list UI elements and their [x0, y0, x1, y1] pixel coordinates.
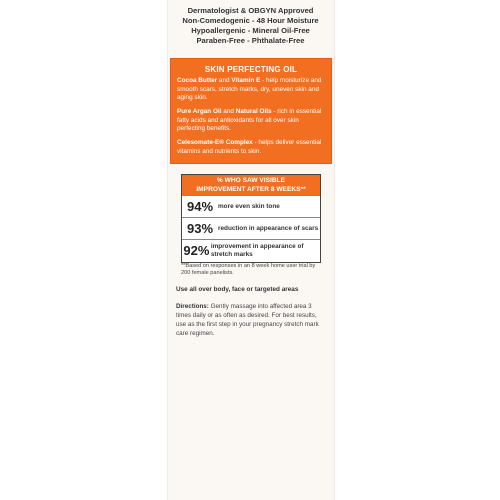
ingredient-name: Pure Argan Oil — [177, 108, 222, 115]
ingredient-joiner: and — [217, 77, 232, 84]
ingredient-name: Vitamin E — [231, 77, 261, 84]
results-row — [182, 239, 320, 261]
result-description: reduction in appearance of scars — [218, 224, 319, 232]
claims-block — [172, 6, 329, 46]
claim-line: Dermatologist & OBGYN Approved — [187, 6, 314, 15]
results-heading — [182, 175, 320, 195]
result-percentage: 94% — [186, 199, 214, 214]
ingredient-name: Natural Oils — [235, 108, 272, 115]
box-right-edge — [334, 0, 335, 500]
ingredient-name: Cocoa Butter — [177, 77, 218, 84]
claim-line: Non-Comedogenic - 48 Hour Moisture — [182, 16, 319, 25]
ingredient-joiner: and — [221, 108, 236, 115]
results-row — [182, 195, 320, 217]
result-description: improvement in appearance of stretch marks — [210, 243, 304, 258]
results-table — [181, 174, 321, 263]
skin-perfecting-oil-box — [170, 58, 332, 164]
result-percentage: 92% — [183, 243, 210, 258]
results-heading-line: IMPROVEMENT AFTER 8 WEEKS** — [196, 185, 306, 193]
directions-body: Gently massage into affected area 3 times daily or as often as desired. For best results, use as the first step in your pregnancy stretch mark care regimen. — [176, 303, 319, 337]
oil-ingredient — [177, 77, 327, 103]
footnote: **Based on responses in an 8 week home user trial by 200 female panelists. — [181, 263, 316, 277]
ingredient-desc: - help moisturize and smooth scars, stretch marks, dry, uneven skin and aging skin. — [177, 77, 322, 102]
ingredient-name: Celesomate-E® Complex — [177, 139, 253, 146]
box-left-edge — [167, 0, 168, 500]
oil-ingredient — [177, 108, 327, 134]
result-description: more even skin tone — [218, 202, 280, 210]
oil-ingredient — [177, 139, 327, 156]
directions-text — [176, 302, 328, 338]
oil-title: SKIN PERFECTING OIL — [204, 65, 298, 74]
ingredient-desc: - rich in essential fatty acids and antioxidants for all over skin perfecting benefits. — [177, 108, 322, 133]
claim-line: Paraben-Free - Phthalate-Free — [196, 36, 305, 45]
usage-line: Use all over body, face or targeted areas — [176, 286, 299, 293]
claim-line: Hypoallergenic - Mineral Oil-Free — [191, 26, 310, 35]
ingredient-desc: - helps deliver essential vitamins and nutrients to skin. — [177, 139, 322, 155]
result-percentage: 93% — [186, 221, 214, 236]
directions-label: Directions: — [176, 303, 209, 310]
results-row — [182, 217, 320, 239]
results-heading-line: % WHO SAW VISIBLE — [216, 177, 286, 184]
